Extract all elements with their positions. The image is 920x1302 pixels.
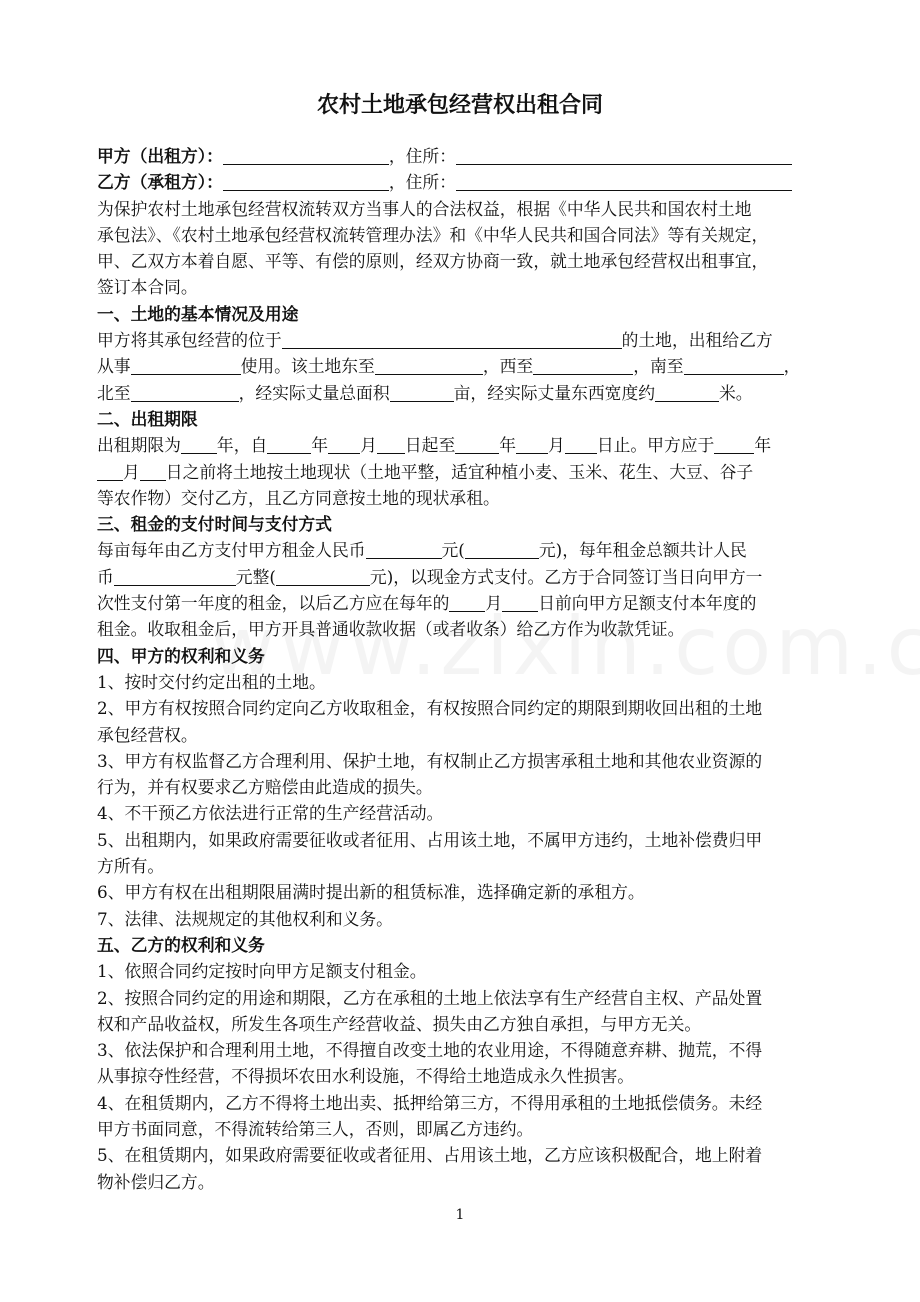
text-fragment: ， [783, 356, 801, 377]
clause-line: 权和产品收益权，所发生各项生产经营收益、损失由乙方独自承担，与甲方无关。 [97, 1013, 702, 1034]
party-a-address-blank[interactable] [456, 146, 792, 165]
text-fragment: ，西至 [482, 356, 534, 377]
rent-total-line [97, 564, 832, 590]
north-boundary-blank[interactable] [131, 383, 239, 402]
intro-line: 为保护农村土地承包经营权流转双方当事人的合法权益，根据《中华人民共和国农村土地 [97, 198, 752, 219]
text-fragment: 的土地，出租给乙方 [621, 330, 773, 351]
party-b-line [97, 169, 832, 195]
term-years-blank[interactable] [181, 435, 217, 454]
total-area-blank[interactable] [390, 383, 454, 402]
text-fragment: 年 [311, 435, 329, 456]
clause-line: 3、依法保护和合理利用土地，不得擅自改变土地的农业用途，不得随意弃耕、抛荒，不得 [97, 1040, 763, 1061]
document-title: 农村土地承包经营权出租合同 [316, 92, 603, 118]
text-fragment: 月 [548, 435, 565, 456]
delivery-year-blank[interactable] [714, 435, 754, 454]
payment-day-blank[interactable] [502, 593, 538, 612]
lease-condition-line: 等农作物）交付乙方，且乙方同意按土地的现状承租。 [97, 487, 500, 508]
section-heading: 五、乙方的权利和义务 [97, 934, 265, 955]
start-month-blank[interactable] [328, 435, 360, 454]
party-b-address-label: ，住所： [388, 172, 456, 193]
land-area-line [97, 380, 832, 406]
text-fragment: 月 [485, 593, 503, 614]
land-location-line [97, 327, 832, 353]
rent-per-mu-blank[interactable] [366, 540, 442, 559]
section-heading: 二、出租期限 [97, 408, 198, 429]
text-fragment: ，经实际丈量总面积 [238, 382, 390, 403]
start-day-blank[interactable] [377, 435, 405, 454]
rent-receipt-line: 租金。收取租金后，甲方开具普通收款收据（或者收条）给乙方作为收款凭证。 [97, 619, 685, 640]
text-fragment: 元)，每年租金总额共计人民 [538, 540, 747, 561]
text-fragment: 日起至 [404, 435, 456, 456]
text-fragment: 日前向甲方足额支付本年度的 [538, 593, 757, 614]
clause-line: 4、在租赁期内，乙方不得将土地出卖、抵押给第三方，不得用承租的土地抵偿债务。未经 [97, 1092, 763, 1113]
clause-line: 2、按照合同约定的用途和期限，乙方在承租的土地上依法享有生产经营自主权、产品处置 [97, 987, 763, 1008]
page-number: 1 [455, 1207, 465, 1223]
delivery-month-blank[interactable] [97, 462, 123, 481]
lease-term-line [97, 432, 832, 458]
text-fragment: 年，自 [216, 435, 268, 456]
party-b-name-blank[interactable] [223, 172, 389, 191]
west-boundary-blank[interactable] [533, 356, 633, 375]
lease-delivery-line [97, 459, 832, 485]
section-heading: 一、土地的基本情况及用途 [97, 303, 299, 324]
text-fragment: 年 [499, 435, 517, 456]
land-boundaries-line [97, 353, 832, 379]
contract-body [97, 143, 832, 1195]
clause-line: 1、按时交付约定出租的土地。 [97, 671, 326, 692]
text-fragment: 年 [754, 435, 772, 456]
land-location-blank[interactable] [282, 330, 622, 349]
party-b-address-blank[interactable] [456, 172, 792, 191]
clause-line: 7、法律、法规规定的其他权利和义务。 [97, 908, 393, 929]
intro-line: 甲、乙双方本着自愿、平等、有偿的原则，经双方协商一致，就土地承包经营权出租事宜， [97, 251, 769, 272]
end-month-blank[interactable] [516, 435, 548, 454]
east-boundary-blank[interactable] [375, 356, 483, 375]
clause-line: 3、甲方有权监督乙方合理利用、保护土地，有权制止乙方损害承租土地和其他农业资源的 [97, 750, 763, 771]
clause-line: 1、依照合同约定按时向甲方足额支付租金。 [97, 961, 427, 982]
text-fragment: 日之前将土地按土地现状（土地平整，适宜种植小麦、玉米、花生、大豆、谷子 [165, 461, 754, 482]
text-fragment: 元)，以现金方式支付。乙方于合同签订当日向甲方一 [369, 566, 763, 587]
text-fragment: 北至 [97, 382, 131, 403]
party-a-address-label: ，住所： [388, 146, 456, 166]
end-year-blank[interactable] [455, 435, 499, 454]
clause-line: 物补偿归乙方。 [97, 1171, 215, 1192]
text-fragment: 元( [441, 540, 465, 561]
party-a-label: 甲方（出租方）： [97, 146, 223, 166]
text-fragment: 亩，经实际丈量东西宽度约 [453, 382, 656, 403]
rent-schedule-line [97, 590, 832, 616]
clause-line: 5、出租期内，如果政府需要征收或者征用、占用该土地，不属甲方违约，土地补偿费归甲 [97, 829, 763, 850]
south-boundary-blank[interactable] [684, 356, 784, 375]
clause-line: 承包经营权。 [97, 724, 198, 745]
width-blank[interactable] [655, 383, 719, 402]
text-fragment: 使用。该土地东至 [240, 356, 375, 377]
clause-line: 4、不干预乙方依法进行正常的生产经营活动。 [97, 803, 444, 824]
land-use-blank[interactable] [131, 356, 241, 375]
text-fragment: 月 [360, 435, 377, 456]
clause-line: 6、甲方有权在出租期限届满时提出新的租赁标准，选择确定新的承租方。 [97, 882, 645, 903]
text-fragment: 元整( [235, 566, 276, 587]
text-fragment: 出租期限为 [97, 435, 181, 456]
text-fragment: 米。 [719, 382, 753, 403]
section-heading: 四、甲方的权利和义务 [97, 645, 265, 666]
clause-line: 从事掠夺性经营，不得损坏农田水利设施，不得给土地造成永久性损害。 [97, 1066, 635, 1087]
intro-line: 签订本合同。 [97, 277, 198, 298]
rent-per-mu-line [97, 537, 832, 563]
end-day-blank[interactable] [565, 435, 597, 454]
clause-line: 5、在租赁期内，如果政府需要征收或者征用、占用该土地，乙方应该积极配合，地上附着 [97, 1145, 763, 1166]
start-year-blank[interactable] [267, 435, 311, 454]
rent-total-blank[interactable] [114, 567, 236, 586]
text-fragment: 从事 [97, 356, 131, 377]
payment-month-blank[interactable] [449, 593, 485, 612]
party-b-label: 乙方（承租方）： [97, 172, 223, 193]
text-fragment: 甲方将其承包经营的位于 [97, 330, 282, 351]
text-fragment: ，南至 [633, 356, 684, 377]
clause-line: 2、甲方有权按照合同约定向乙方收取租金，有权按照合同约定的期限到期收回出租的土地 [97, 698, 763, 719]
clause-line: 行为，并有权要求乙方赔偿由此造成的损失。 [97, 777, 433, 798]
text-fragment: 次性支付第一年度的租金，以后乙方应在每年的 [97, 593, 450, 614]
text-fragment: 月 [123, 461, 140, 482]
clause-line: 甲方书面同意，不得流转给第三人，否则，即属乙方违约。 [97, 1118, 534, 1139]
party-a-line [97, 143, 832, 169]
text-fragment: 日止。甲方应于 [596, 435, 715, 456]
rent-total-capital-blank[interactable] [276, 567, 370, 586]
intro-line: 承包法》、《农村土地承包经营权流转管理办法》和《中华人民共和国合同法》等有关规定， [97, 224, 769, 245]
text-fragment: 每亩每年由乙方支付甲方租金人民币 [97, 540, 366, 561]
section-heading: 三、租金的支付时间与支付方式 [97, 514, 332, 535]
rent-per-mu-capital-blank[interactable] [465, 540, 539, 559]
clause-line: 方所有。 [97, 856, 165, 877]
delivery-day-blank[interactable] [140, 462, 166, 481]
text-fragment: 币 [97, 566, 114, 587]
party-a-name-blank[interactable] [223, 146, 389, 165]
